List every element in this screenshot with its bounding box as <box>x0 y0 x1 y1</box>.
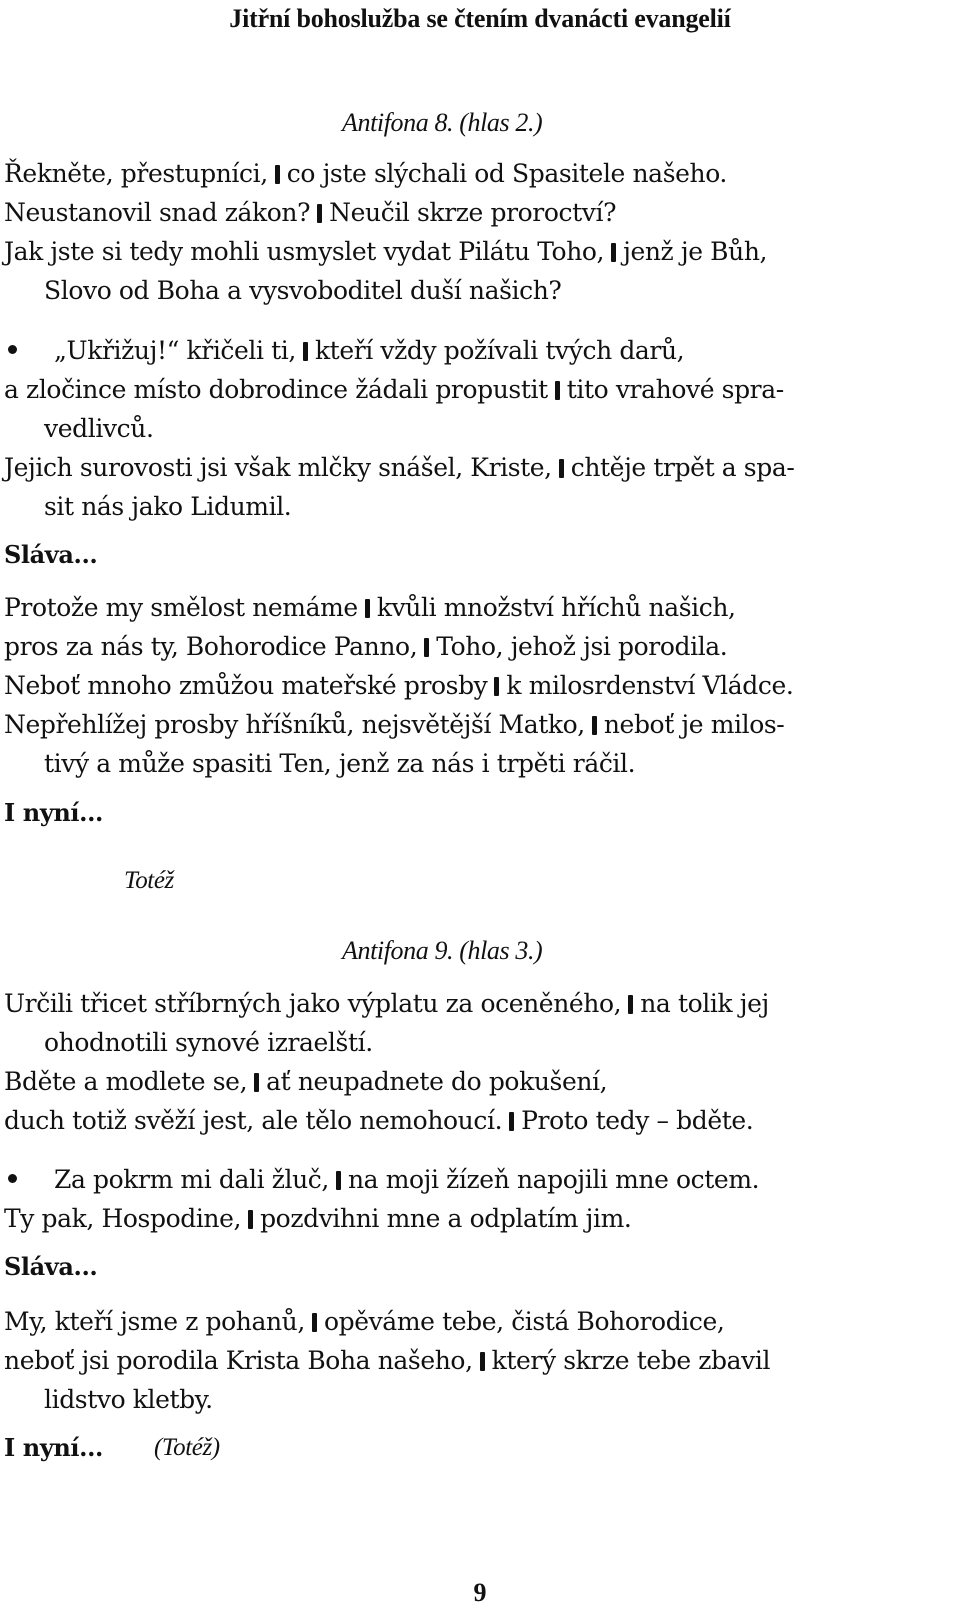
verse-text: neboť jsi porodila Krista Boha našeho, <box>4 1346 473 1375</box>
verse-text: Určili třicet stříbrných jako výplatu za oceněného, <box>4 989 622 1018</box>
same-note: Totéž <box>124 867 174 894</box>
antiphon-8-theotokion-1 <box>4 588 950 666</box>
verse-line <box>4 705 950 744</box>
pause-bar <box>555 381 560 400</box>
glory-label: Sláva... <box>4 1252 98 1281</box>
antiphon-8-title: Antifona 8. (hlas 2.) <box>342 108 543 137</box>
verse-line <box>4 331 950 370</box>
pause-bar <box>424 638 429 657</box>
verse-text: pros za nás ty, Bohorodice Panno, <box>4 632 418 661</box>
and-now-label: I nyní... <box>4 798 104 827</box>
verse-text: Ty pak, Hospodine, <box>4 1204 242 1233</box>
antiphon-9-verse-2 <box>4 1062 950 1140</box>
verse-line <box>4 1199 950 1238</box>
antiphon-9-title: Antifona 9. (hlas 3.) <box>342 936 543 965</box>
verse-line <box>4 588 950 627</box>
verse-line <box>4 627 950 666</box>
and-now-label: I nyní... <box>4 1433 104 1462</box>
verse-line: lidstvo kletby. <box>44 1385 213 1414</box>
verse-line <box>4 1160 950 1199</box>
pause-bar <box>559 459 564 478</box>
verse-text: Jak jste si tedy mohli usmyslet vydat Pilátu Toho, <box>4 237 605 266</box>
page-number: 9 <box>473 1578 487 1607</box>
antiphon-8-verse-5 <box>4 448 950 526</box>
verse-text: Nepřehlížej prosby hříšníků, nejsvětější Matko, <box>4 710 585 739</box>
verse-line <box>4 193 950 232</box>
pause-bar <box>592 716 597 735</box>
verse-text: ať neupadnete do pokušení, <box>266 1067 608 1096</box>
verse-text: Řekněte, přestupníci, <box>4 159 268 188</box>
verse-text: tito vrahové spra- <box>566 375 784 404</box>
verse-line <box>4 1101 950 1140</box>
pause-bar <box>628 995 633 1014</box>
verse-text: který skrze tebe zbavil <box>491 1346 771 1375</box>
verse-line <box>4 448 950 487</box>
verse-line <box>4 1062 950 1101</box>
pause-bar <box>480 1352 485 1371</box>
verse-text: neboť je milos- <box>603 710 785 739</box>
verse-text: Protože my smělost nemáme <box>4 593 358 622</box>
pause-bar <box>275 165 280 184</box>
verse-text: My, kteří jsme z pohanů, <box>4 1307 305 1336</box>
verse-text: Proto tedy – bděte. <box>521 1106 754 1135</box>
verse-text: duch totiž svěží jest, ale tělo nemohoucí. <box>4 1106 503 1135</box>
pause-bar <box>365 599 370 618</box>
verse-text: k milosrdenství Vládce. <box>506 671 794 700</box>
antiphon-8-verse-4 <box>4 331 950 448</box>
antiphon-8-verse-1 <box>4 154 950 193</box>
antiphon-9-verse-1 <box>4 984 950 1062</box>
verse-text: co jste slýchali od Spasitele našeho. <box>286 159 727 188</box>
verse-line: tivý a může spasiti Ten, jenž za nás i trpěti ráčil. <box>44 749 636 778</box>
verse-text: chtěje trpět a spa- <box>570 453 795 482</box>
running-header: Jitřní bohoslužba se čtením dvanácti evangelií <box>229 4 731 33</box>
verse-line: ohodnotili synové izraelští. <box>44 1028 373 1057</box>
verse-line <box>4 984 950 1023</box>
bullet-dot-icon <box>8 345 17 354</box>
verse-line <box>4 154 950 193</box>
antiphon-9-verse-3 <box>4 1160 950 1199</box>
pause-bar <box>303 342 308 361</box>
pause-bar <box>611 243 616 262</box>
pause-bar <box>494 677 499 696</box>
verse-text: jenž je Bůh, <box>623 237 768 266</box>
glory-label: Sláva... <box>4 540 98 569</box>
verse-text: kteří vždy požívali tvých darů, <box>314 336 685 365</box>
antiphon-8-theotokion-2 <box>4 666 950 705</box>
antiphon-9-theotokion <box>4 1302 950 1419</box>
verse-line: Slovo od Boha a vysvoboditel duší našich? <box>44 276 562 305</box>
verse-text: na tolik jej <box>640 989 769 1018</box>
bullet-dot-icon <box>8 1174 17 1183</box>
antiphon-8-theotokion-3 <box>4 705 950 783</box>
antiphon-8-verse-3 <box>4 232 950 310</box>
verse-text: Bděte a modlete se, <box>4 1067 248 1096</box>
bullet-marker <box>4 331 54 370</box>
verse-line: vedlivců. <box>44 414 154 443</box>
same-note: (Totéž) <box>154 1434 220 1461</box>
verse-text: kvůli množství hříchů našich, <box>376 593 736 622</box>
antiphon-8-verse-2 <box>4 193 950 232</box>
verse-text: Neučil skrze proroctví? <box>329 198 617 227</box>
verse-text: Za pokrm mi dali žluč, <box>54 1165 329 1194</box>
verse-text: Neustanovil snad zákon? <box>4 198 311 227</box>
verse-text: na moji žízeň napojili mne octem. <box>347 1165 760 1194</box>
verse-line <box>4 666 950 705</box>
antiphon-9-verse-4 <box>4 1199 950 1238</box>
pause-bar <box>317 204 322 223</box>
verse-text: pozdvihni mne a odplatím jim. <box>260 1204 632 1233</box>
pause-bar <box>254 1073 259 1092</box>
bullet-marker <box>4 1160 54 1199</box>
pause-bar <box>312 1313 317 1332</box>
verse-text: Jejich surovosti jsi však mlčky snášel, Kriste, <box>4 453 552 482</box>
verse-line <box>4 1302 950 1341</box>
verse-text: opěváme tebe, čistá Bohorodice, <box>323 1307 725 1336</box>
pause-bar <box>248 1210 253 1229</box>
pause-bar <box>509 1112 514 1131</box>
pause-bar <box>336 1171 341 1190</box>
verse-text: Neboť mnoho zmůžou mateřské prosby <box>4 671 488 700</box>
verse-line <box>4 1341 950 1380</box>
verse-line <box>4 232 950 271</box>
verse-line: sit nás jako Lidumil. <box>44 492 292 521</box>
verse-text: „Ukřižuj!“ křičeli ti, <box>54 336 296 365</box>
verse-line <box>4 370 950 409</box>
verse-text: Toho, jehož jsi porodila. <box>436 632 728 661</box>
verse-text: a zločince místo dobrodince žádali propustit <box>4 375 548 404</box>
